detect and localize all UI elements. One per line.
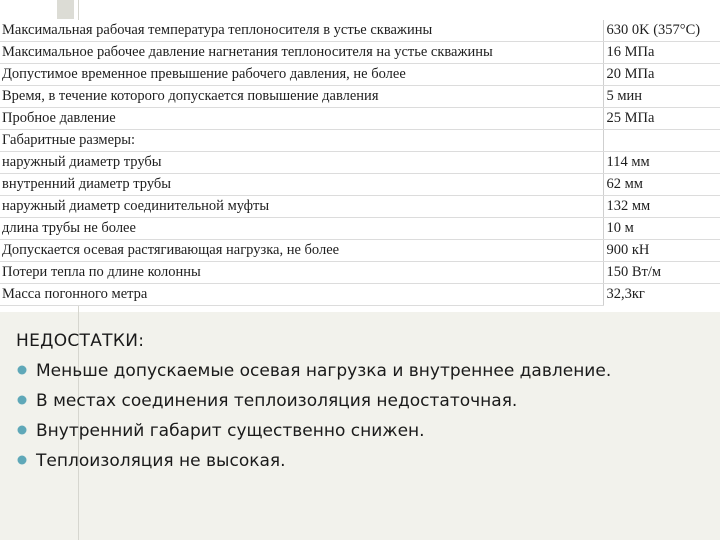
table-row bbox=[0, 284, 720, 306]
table-row bbox=[0, 86, 720, 108]
table-row bbox=[0, 262, 720, 284]
value-cell: 16 МПа bbox=[603, 42, 720, 64]
table-row bbox=[0, 196, 720, 218]
value-cell: 5 мин bbox=[603, 86, 720, 108]
value-cell: 900 кН bbox=[603, 240, 720, 262]
value-cell: 150 Вт/м bbox=[603, 262, 720, 284]
param-cell: наружный диаметр трубы bbox=[0, 152, 603, 174]
list-item-text: Теплоизоляция не высокая. bbox=[36, 451, 286, 471]
table-row bbox=[0, 20, 720, 42]
param-cell: наружный диаметр соединительной муфты bbox=[0, 196, 603, 218]
list-item bbox=[16, 386, 706, 416]
value-cell: 32,3кг bbox=[603, 284, 720, 306]
value-cell: 114 мм bbox=[603, 152, 720, 174]
param-cell: длина трубы не более bbox=[0, 218, 603, 240]
value-cell: 62 мм bbox=[603, 174, 720, 196]
param-cell: Время, в течение которого допускается повышение давления bbox=[0, 86, 603, 108]
table-row bbox=[0, 130, 720, 152]
value-cell: 10 м bbox=[603, 218, 720, 240]
bullet-icon bbox=[17, 365, 27, 375]
table-row bbox=[0, 174, 720, 196]
param-cell: Допустимое временное превышение рабочего давления, не более bbox=[0, 64, 603, 86]
value-cell: 630 0K (357°C) bbox=[603, 20, 720, 42]
list-item bbox=[16, 446, 706, 476]
value-cell bbox=[603, 130, 720, 152]
table-row bbox=[0, 64, 720, 86]
table-row bbox=[0, 42, 720, 64]
list-item-text: В местах соединения теплоизоляция недостаточная. bbox=[36, 391, 518, 411]
list-item bbox=[16, 356, 706, 386]
param-cell: Допускается осевая растягивающая нагрузка, не более bbox=[0, 240, 603, 262]
table-row bbox=[0, 108, 720, 130]
bullet-icon bbox=[17, 455, 27, 465]
list-item-text: Меньше допускаемые осевая нагрузка и внутреннее давление. bbox=[36, 361, 612, 381]
table-row bbox=[0, 218, 720, 240]
param-cell: Максимальное рабочее давление нагнетания теплоносителя на устье скважины bbox=[0, 42, 603, 64]
value-cell: 132 мм bbox=[603, 196, 720, 218]
list-item-text: Внутренний габарит существенно снижен. bbox=[36, 421, 425, 441]
bullet-icon bbox=[17, 395, 27, 405]
value-cell: 20 МПа bbox=[603, 64, 720, 86]
notes-section bbox=[16, 326, 706, 476]
param-cell: Пробное давление bbox=[0, 108, 603, 130]
list-item bbox=[16, 416, 706, 446]
table-row bbox=[0, 152, 720, 174]
param-cell: внутренний диаметр трубы bbox=[0, 174, 603, 196]
param-cell: Потери тепла по длине колонны bbox=[0, 262, 603, 284]
notes-list bbox=[16, 356, 706, 476]
param-cell: Масса погонного метра bbox=[0, 284, 603, 306]
slide-corner-tab bbox=[57, 0, 74, 19]
param-cell: Максимальная рабочая температура теплоносителя в устье скважины bbox=[0, 20, 603, 42]
notes-heading: НЕДОСТАТКИ: bbox=[16, 331, 145, 351]
table-row bbox=[0, 240, 720, 262]
value-cell: 25 МПа bbox=[603, 108, 720, 130]
param-cell: Габаритные размеры: bbox=[0, 130, 603, 152]
bullet-icon bbox=[17, 425, 27, 435]
specs-table bbox=[0, 20, 720, 306]
